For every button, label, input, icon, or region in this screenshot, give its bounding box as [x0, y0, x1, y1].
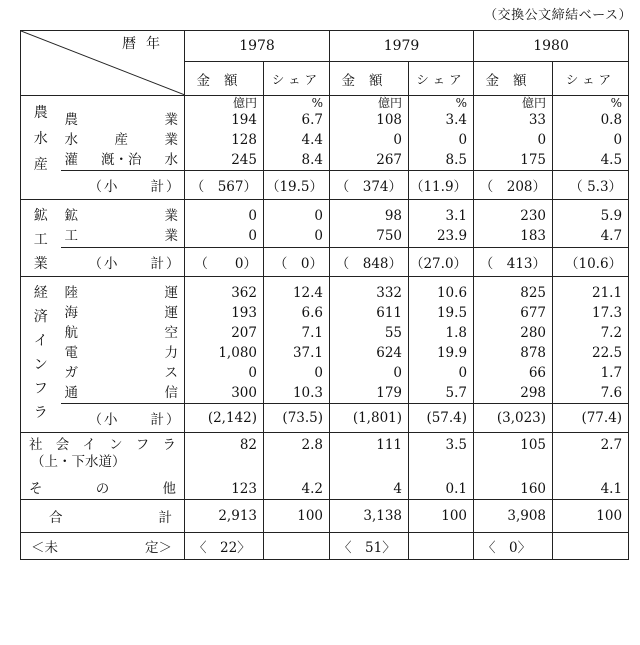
category-agri: 農 水 産: [21, 96, 61, 200]
total-label: 合 計: [21, 500, 185, 533]
share-header: シェア: [565, 71, 616, 87]
year-1979: 1979: [330, 31, 474, 62]
share-header: シェア: [271, 71, 322, 87]
corner-label: 暦年: [122, 36, 170, 52]
item-label: 鉱 業: [64, 208, 178, 224]
share-header: シェア: [416, 71, 466, 87]
subtotal-label: （小 計）: [61, 248, 185, 277]
subtotal-label: （小 計）: [61, 404, 185, 433]
item-labels: [61, 277, 185, 404]
basis-note: （交換公文締結ベース）: [484, 8, 632, 23]
amount-header: 金額: [341, 72, 397, 89]
year-1980: 1980: [474, 31, 629, 62]
section-agri: [21, 96, 629, 171]
amount-col: 億円 194 128 245: [185, 96, 264, 171]
item-label: 農 業: [64, 112, 178, 128]
share-col: % 6.7 4.4 8.4: [264, 96, 330, 171]
item-label: 海 運: [64, 305, 178, 321]
subtotal-row: （小 計） (2,142) (73.5) (1,801) (57.4) (3,023) (77.4): [21, 404, 629, 433]
item-labels: [61, 96, 185, 171]
item-labels: [61, 200, 185, 248]
year-1978: 1978: [185, 31, 330, 62]
subtotal-label: （小 計）: [61, 171, 185, 200]
pending-label: ＜未 定＞: [21, 533, 185, 560]
header-corner: [21, 31, 185, 96]
share-col: % 0.8 0 4.5: [553, 96, 629, 171]
section-mining: 鉱 工 業 鉱 業 工 業 0 0 0 0 98 750 3.1 23.9 230 183 5.9 4.7: [21, 200, 629, 248]
item-label: 水 産 業: [64, 132, 178, 148]
amount-col: 億円 33 0 175: [474, 96, 553, 171]
item-label: 通 信: [64, 385, 178, 401]
total-row: 合 計 2,913 100 3,138 100 3,908 100: [21, 500, 629, 533]
subtotal-row: （小 計） （ 567） （19.5） （ 374） （11.9） （ 208） （ 5.3）: [21, 171, 629, 200]
amount-header: 金額: [485, 72, 541, 89]
row-social-other: 社 会 イ ン フ ラ （上・下水道） そ の 他 82 123 2.8 4.2 111 4 3.5 0.1 105 160 2.7 4.1: [21, 433, 629, 500]
category-mining: 鉱 工 業: [21, 200, 61, 277]
item-label: 灌 漑・治 水: [64, 152, 178, 168]
pending-row: ＜未 定＞ 〈 22〉 〈 51〉 〈 0〉: [21, 533, 629, 560]
section-econ-infra: 経 済 イ ン フ ラ 陸 運 海 運 航 空 電 力 ガ ス 通 信 362 193 207 1,080 0 300 12.4 6.6 7.1 37.1 0 10.3 332 611 55 624 0 179 10.6 19.5 1.8 19.9 0 5.7 825 677 280 878 66 298 21.1 17.3 7.2 22.5 1.7 7.6: [21, 277, 629, 404]
item-label: 航 空: [64, 325, 178, 341]
social-infra-sublabel: （上・下水道）: [31, 454, 126, 470]
amount-col: 億円 108 0 267: [330, 96, 409, 171]
aid-table: [20, 30, 629, 560]
social-infra-label: 社 会 イ ン フ ラ: [29, 437, 176, 453]
other-label: そ の 他: [29, 481, 176, 497]
social-other-labels: [21, 433, 185, 500]
share-col: % 3.4 0 8.5: [409, 96, 474, 171]
category-econ-infra: 経 済 イ ン フ ラ: [21, 277, 61, 433]
amount-header: 金額: [196, 72, 252, 89]
header-row-years: [21, 31, 629, 62]
item-label: 陸 運: [64, 285, 178, 301]
item-label: 工 業: [64, 228, 178, 244]
subtotal-row: （小 計） （ 0） （ 0） （ 848） （27.0） （ 413） （10.6）: [21, 248, 629, 277]
item-label: 電 力: [64, 345, 178, 361]
item-label: ガ ス: [64, 365, 178, 381]
